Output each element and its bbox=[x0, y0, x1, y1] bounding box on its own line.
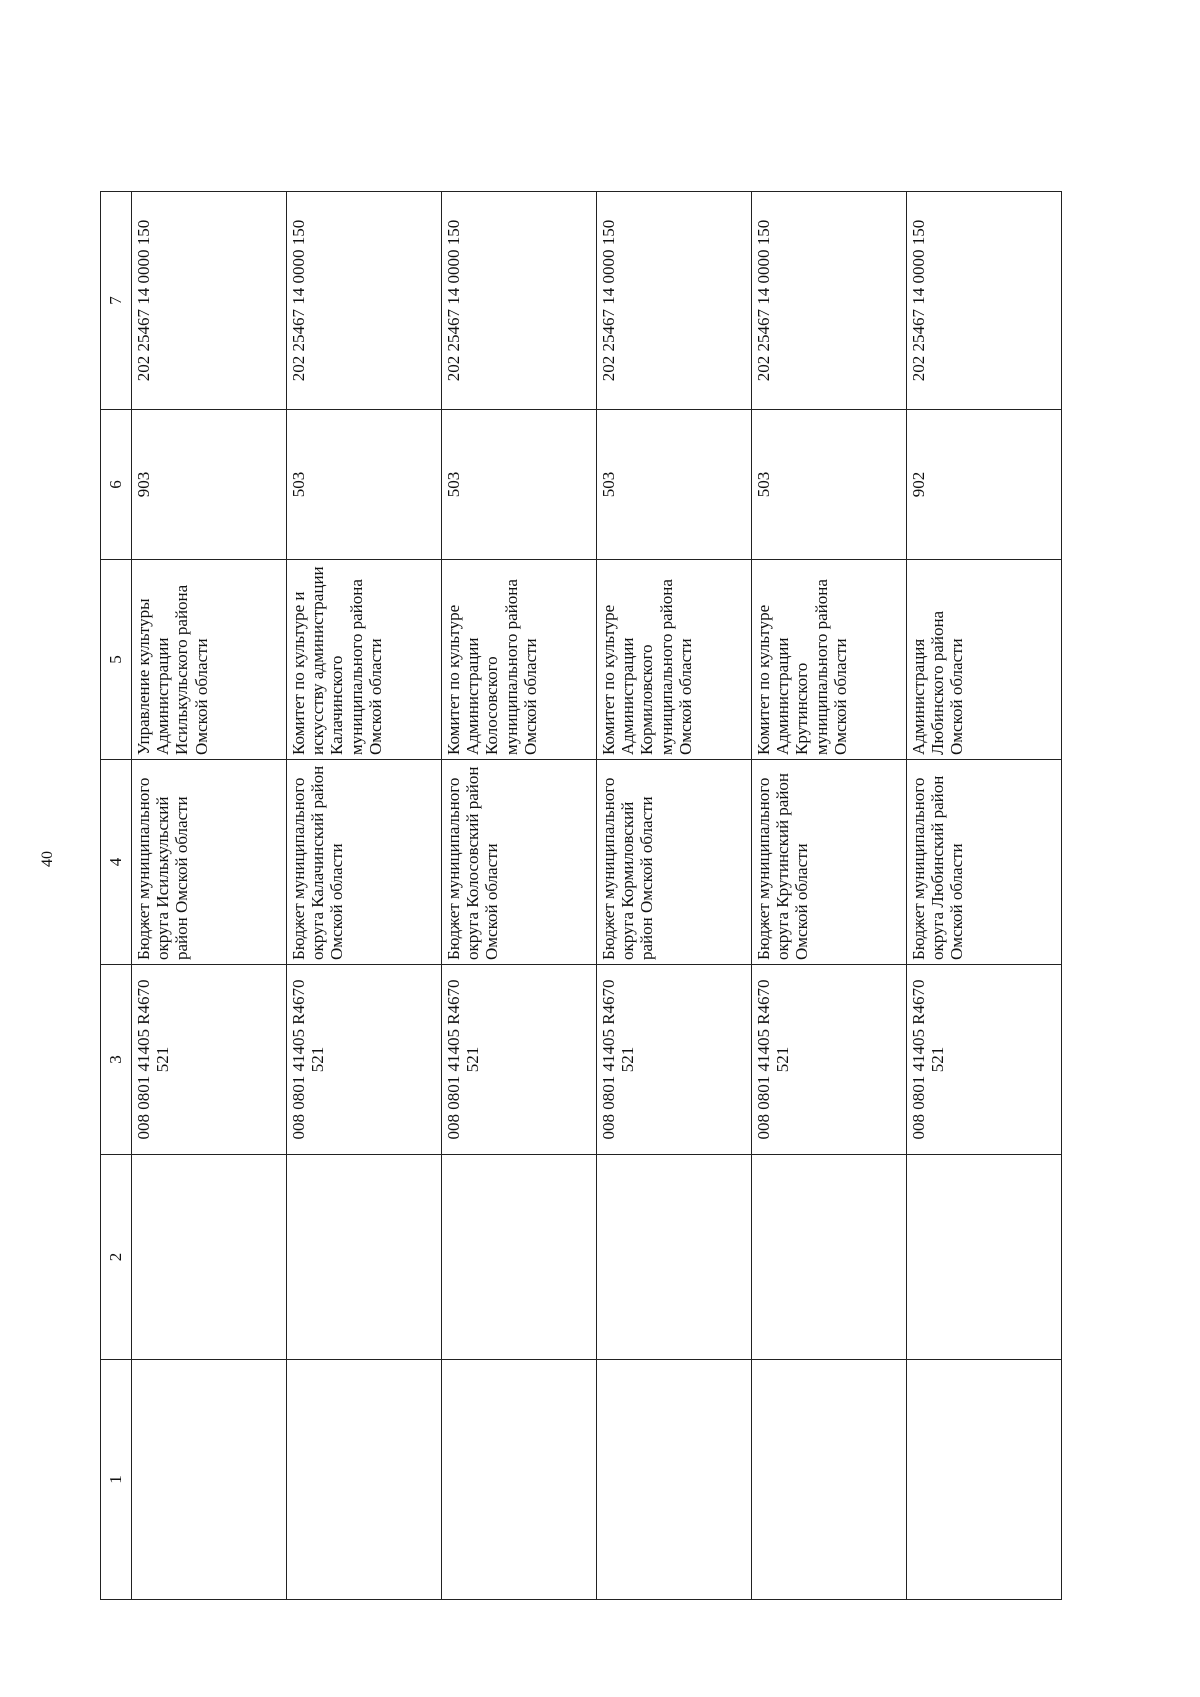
cell-admin-code: 903 bbox=[132, 410, 287, 560]
cell-col-1 bbox=[132, 1360, 287, 1600]
cell-col-2 bbox=[597, 1155, 752, 1360]
cell-revenue-code: 202 25467 14 0000 150 bbox=[597, 192, 752, 410]
cell-col-2 bbox=[752, 1155, 907, 1360]
header-col-6: 6 bbox=[101, 410, 132, 560]
cell-col-2 bbox=[907, 1155, 1062, 1360]
cell-revenue-code: 202 25467 14 0000 150 bbox=[132, 192, 287, 410]
cell-revenue-code: 202 25467 14 0000 150 bbox=[907, 192, 1062, 410]
rotated-table-container bbox=[100, 192, 1072, 1600]
header-col-1: 1 bbox=[101, 1360, 132, 1600]
cell-budget-code: 008 0801 41405 R4670 521 bbox=[907, 965, 1062, 1155]
header-col-7: 7 bbox=[101, 192, 132, 410]
cell-budget-code: 008 0801 41405 R4670 521 bbox=[442, 965, 597, 1155]
cell-col-2 bbox=[287, 1155, 442, 1360]
cell-admin-code: 503 bbox=[442, 410, 597, 560]
cell-revenue-code: 202 25467 14 0000 150 bbox=[752, 192, 907, 410]
header-col-4: 4 bbox=[101, 760, 132, 965]
cell-budget-name: Бюджет муниципального округа Крутинский район Омской области bbox=[752, 760, 907, 965]
cell-administrator: Администрация Любинского района Омской области bbox=[907, 560, 1062, 760]
header-col-3: 3 bbox=[101, 965, 132, 1155]
cell-col-1 bbox=[597, 1360, 752, 1600]
table-row bbox=[597, 192, 752, 1600]
cell-budget-name: Бюджет муниципального округа Любинский район Омской области bbox=[907, 760, 1062, 965]
cell-budget-name: Бюджет муниципального округа Калачинский район Омской области bbox=[287, 760, 442, 965]
cell-administrator: Комитет по культуре Администрации Крутинского муниципального района Омской области bbox=[752, 560, 907, 760]
table-row bbox=[907, 192, 1062, 1600]
cell-col-2 bbox=[132, 1155, 287, 1360]
cell-col-1 bbox=[907, 1360, 1062, 1600]
cell-budget-name: Бюджет муниципального округа Исилькульский район Омской области bbox=[132, 760, 287, 965]
cell-administrator: Управление культуры Администрации Исилькульского района Омской области bbox=[132, 560, 287, 760]
cell-administrator: Комитет по культуре Администрации Колосовского муниципального района Омской области bbox=[442, 560, 597, 760]
cell-budget-code: 008 0801 41405 R4670 521 bbox=[132, 965, 287, 1155]
page-number: 40 bbox=[39, 851, 56, 867]
cell-admin-code: 902 bbox=[907, 410, 1062, 560]
cell-revenue-code: 202 25467 14 0000 150 bbox=[287, 192, 442, 410]
cell-budget-code: 008 0801 41405 R4670 521 bbox=[752, 965, 907, 1155]
header-col-2: 2 bbox=[101, 1155, 132, 1360]
table-row bbox=[752, 192, 907, 1600]
cell-administrator: Комитет по культуре Администрации Кормиловского муниципального района Омской области bbox=[597, 560, 752, 760]
cell-col-1 bbox=[442, 1360, 597, 1600]
cell-admin-code: 503 bbox=[752, 410, 907, 560]
table-row bbox=[287, 192, 442, 1600]
cell-revenue-code: 202 25467 14 0000 150 bbox=[442, 192, 597, 410]
cell-admin-code: 503 bbox=[287, 410, 442, 560]
cell-budget-code: 008 0801 41405 R4670 521 bbox=[597, 965, 752, 1155]
cell-col-1 bbox=[287, 1360, 442, 1600]
cell-col-2 bbox=[442, 1155, 597, 1360]
cell-budget-name: Бюджет муниципального округа Колосовский район Омской области bbox=[442, 760, 597, 965]
cell-budget-name: Бюджет муниципального округа Кормиловский район Омской области bbox=[597, 760, 752, 965]
cell-admin-code: 503 bbox=[597, 410, 752, 560]
header-col-5: 5 bbox=[101, 560, 132, 760]
cell-budget-code: 008 0801 41405 R4670 521 bbox=[287, 965, 442, 1155]
cell-col-1 bbox=[752, 1360, 907, 1600]
table-row bbox=[442, 192, 597, 1600]
cell-administrator: Комитет по культуре и искусству администрации Калачинского муниципального района Омской области bbox=[287, 560, 442, 760]
table-row bbox=[132, 192, 287, 1600]
table-header-row bbox=[101, 192, 132, 1600]
budget-table bbox=[100, 191, 1062, 1600]
